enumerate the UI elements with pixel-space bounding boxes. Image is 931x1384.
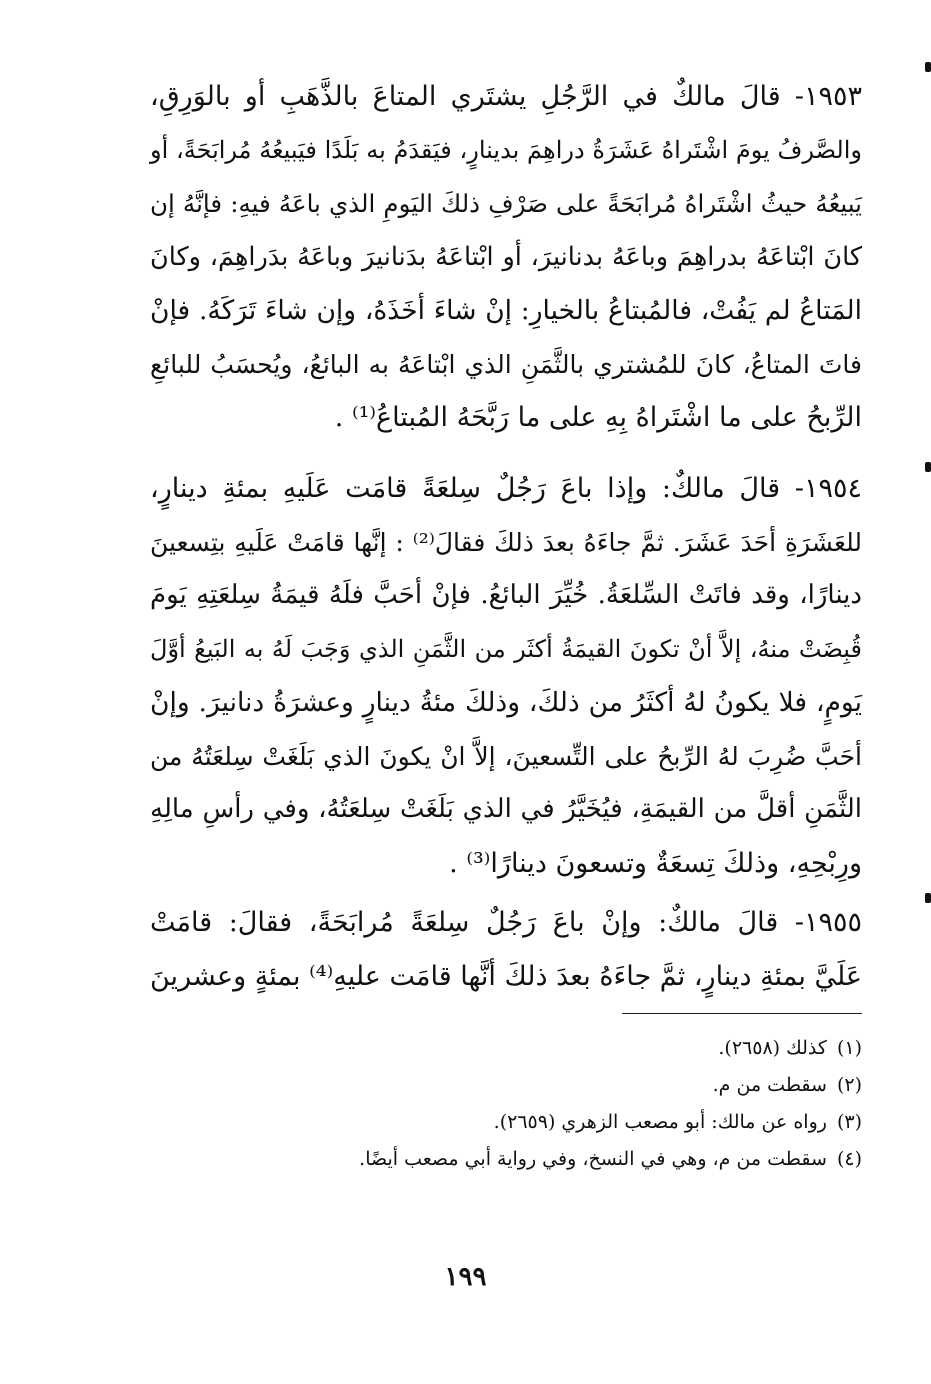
- margin-mark: [925, 893, 931, 903]
- footnote-text: سقطت من م، وهي في النسخ، وفي رواية أبي مصعب أيضًا.: [359, 1148, 827, 1170]
- text-line: الثَّمَنِ أقلَّ من القيمَةِ، فيُخَيَّرُ في الذي بَلَغَتْ سِلعَتُهُ، وفي رأسِ مالِهِ: [150, 794, 862, 824]
- text-line: ١٩٥٣- قالَ مالكٌ في الرَّجُلِ يشتَري المتاعَ بالذَّهَبِ أو بالوَرِقِ،: [150, 81, 862, 112]
- margin-mark: [925, 62, 931, 72]
- text-line: دينارًا، وقد فاتَتْ السِّلعَةُ. خُيِّرَ البائعُ. فإنْ أحَبَّ فلَهُ قيمَةُ سِلعَتِهِ يَومَ: [150, 580, 862, 610]
- text-line: للعَشَرَةِ أحَدَ عَشَرَ. ثمَّ جاءَهُ بعدَ ذلكَ فقالَ⁽²⁾ : إنَّها قامَتْ عَلَيهِ بتِسعينَ: [150, 527, 862, 557]
- text-line: كانَ ابْتاعَهُ بدراهِمَ وباعَهُ بدنانيرَ، أو ابْتاعَهُ بدَنانيرَ وباعَهُ بدَراهِمَ، وكانَ: [150, 241, 862, 272]
- text-line: ورِبْحِهِ، وذلكَ تِسعَةٌ وتسعونَ دينارًا⁽³⁾ .: [449, 847, 862, 879]
- text-line: ١٩٥٤- قالَ مالكٌ: وإذا باعَ رَجُلٌ سِلعَةً قامَت عَلَيهِ بمئةِ دينارٍ،: [150, 473, 862, 504]
- footnote-text: كذلك (٢٦٥٨).: [718, 1037, 827, 1059]
- text-line: أحَبَّ ضُرِبَ لهُ الرِّبحُ على التِّسعينَ، إلاَّ انْ يكونَ الذي بَلَغَتْ سِلعَتُهُ من: [150, 741, 862, 771]
- footnote-text: رواه عن مالك: أبو مصعب الزهري (٢٦٥٩).: [493, 1111, 827, 1133]
- footnote-number: (٢): [836, 1074, 862, 1096]
- footnote-3: [200, 1104, 862, 1141]
- footnote-text: سقطت من م.: [712, 1074, 827, 1096]
- text-line: عَلَيَّ بمئةِ دينارٍ، ثمَّ جاءَهُ بعدَ ذلكَ أنَّها قامَت عليهِ⁽⁴⁾ بمئةٍ وعشرينَ: [150, 960, 862, 992]
- footnote-1: [200, 1030, 862, 1067]
- footnote-2: [200, 1067, 862, 1104]
- footnote-4: [200, 1141, 862, 1178]
- footnote-number: (٤): [836, 1148, 862, 1170]
- text-line: ١٩٥٥- قالَ مالكٌ: وإنْ باعَ رَجُلٌ سِلعَةً مُرابَحَةً، فقالَ: قامَتْ: [150, 907, 862, 938]
- text-line: يَومٍ، فلا يكونُ لهُ أكثَرُ من ذلكَ، وذلكَ مئةُ دينارٍ وعشرَةُ دنانيرَ. وإنْ: [150, 687, 862, 718]
- text-line: الرِّبحُ على ما اشْتَراهُ بِهِ على ما رَبَّحَهُ المُبتاعُ⁽¹⁾ .: [334, 402, 862, 433]
- paragraph-1953: [150, 70, 862, 445]
- footnote-divider: [622, 1013, 862, 1014]
- page-number: ١٩٩: [444, 1262, 487, 1292]
- text-line: المَتاعُ لم يَفُتْ، فالمُبتاعُ بالخيارِ: إنْ شاءَ أخَذَهُ، وإن شاءَ تَرَكَهُ. فإنْ: [150, 295, 862, 326]
- text-line: والصَّرفُ يومَ اشْتَراهُ عَشَرَةُ دراهِمَ بدينارٍ، فيَقدَمُ به بَلَدًا فيَبيعُهُ مُرابَحَةً، أو: [150, 135, 862, 164]
- paragraph-1955: [150, 896, 862, 1003]
- footnotes: [200, 1030, 862, 1178]
- footnote-number: (٣): [836, 1111, 862, 1133]
- footnote-number: (١): [836, 1037, 862, 1059]
- paragraph-1954: [150, 462, 862, 890]
- text-line: فاتَ المتاعُ، كانَ للمُشتري بالثَّمَنِ الذي ابْتاعَهُ به البائعُ، ويُحسَبُ للبائعِ: [150, 349, 863, 379]
- text-line: قُبِضَتْ منهُ، إلاَّ أنْ تكونَ القيمَةُ أكثَر من الثَّمَنِ الذي وَجَبَ لَهُ به البَيعُ أوَّلَ: [150, 634, 862, 663]
- text-line: يَبيعُهُ حيثُ اشْتَراهُ مُرابَحَةً على صَرْفِ ذلكَ اليَومِ الذي باعَهُ فيهِ: فإنَّهُ إن: [150, 189, 862, 218]
- margin-mark: [925, 462, 931, 472]
